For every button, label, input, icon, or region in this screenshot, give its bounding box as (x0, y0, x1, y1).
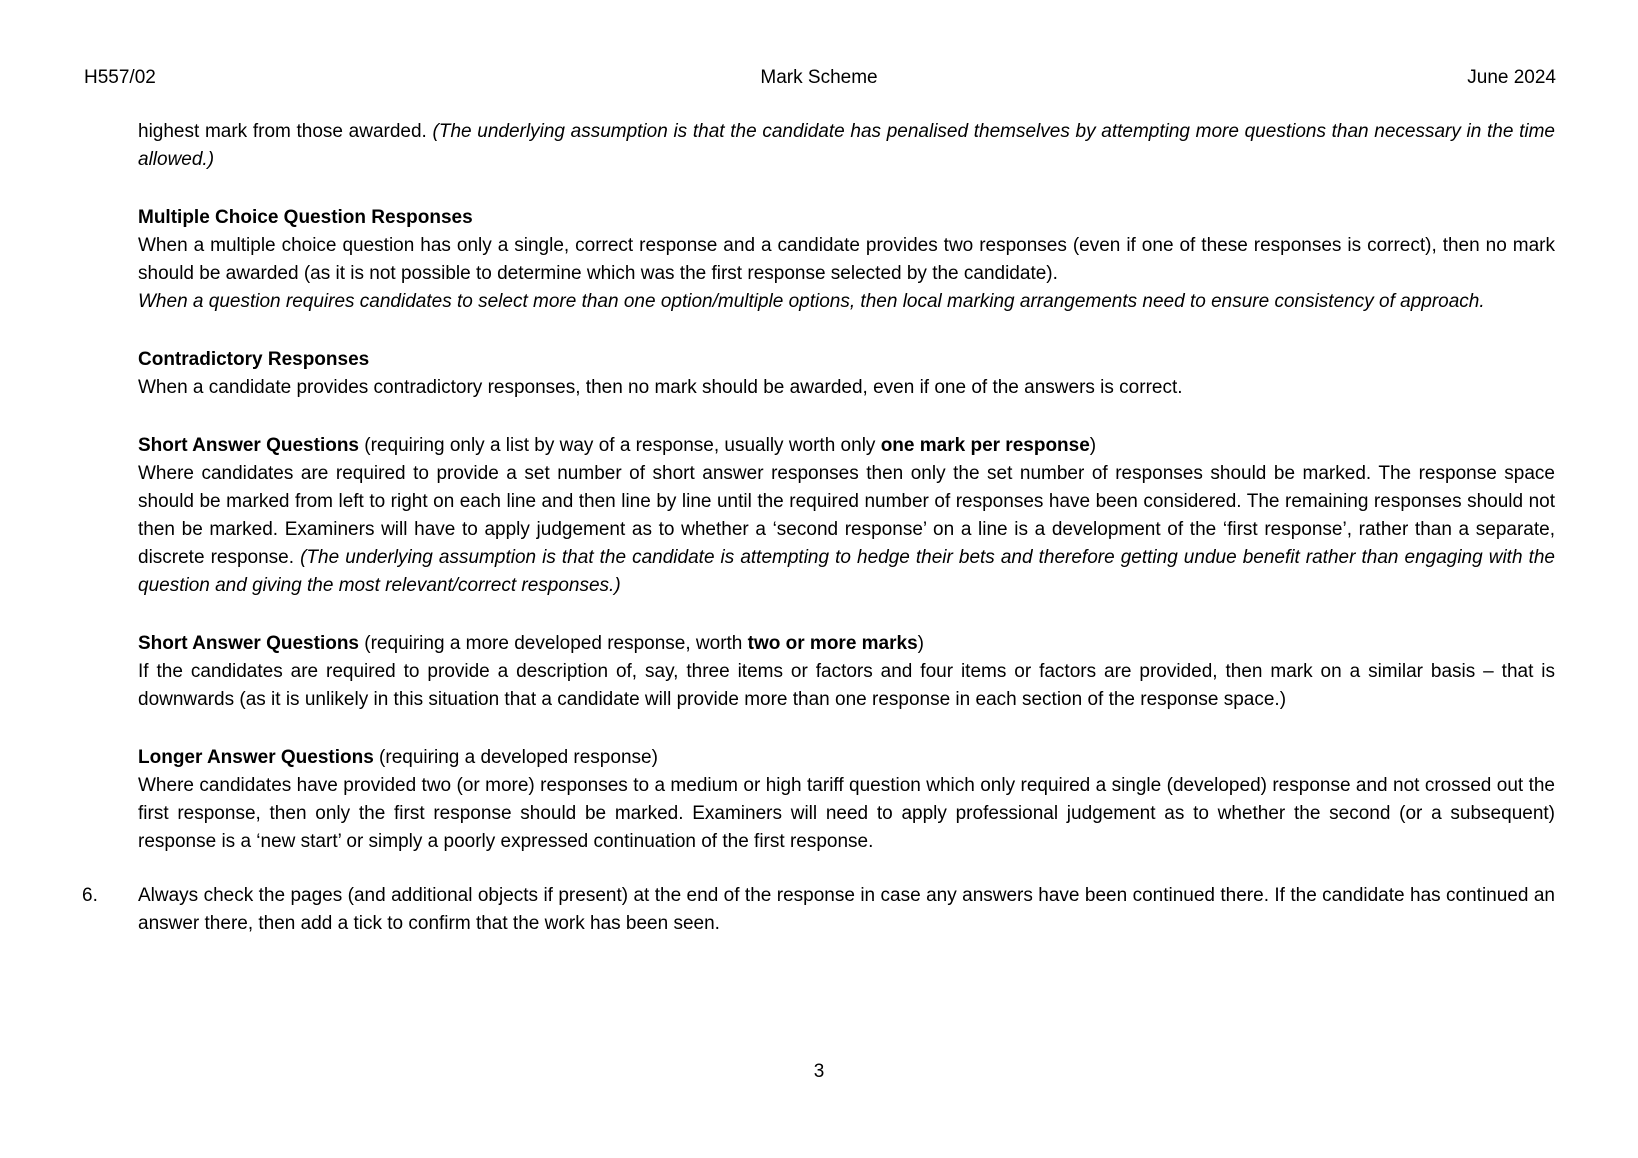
section-paragraph (138, 460, 1555, 600)
item-number: 6. (82, 885, 98, 906)
heading-normal-text: ) (917, 633, 924, 654)
intro-text: highest mark from those awarded. (138, 121, 433, 142)
heading-bold-text: Longer Answer Questions (138, 747, 374, 768)
section-heading: Multiple Choice Question Responses (138, 207, 473, 228)
item-paragraph: Always check the pages (and additional objects if present) at the end of the response in case any answers have been continued there. If the candidate has continued an answer there, then add a tick to confirm that the work has been seen. (138, 885, 1555, 934)
section-italic-note: (The underlying assumption is that the candidate is attempting to hedge their bets and therefore getting undue benefit rather than engaging with the question and giving the most relevant/correct responses.) (138, 547, 1555, 596)
section-heading (138, 432, 1555, 460)
doc-title: Mark Scheme (760, 67, 878, 88)
section-heading (138, 744, 1555, 772)
page-header (0, 64, 1638, 92)
section-short-answer-list (138, 432, 1555, 600)
document-body (82, 118, 1556, 938)
section-italic-paragraph: When a question requires candidates to select more than one option/multiple options, then local marking arrangements need to ensure consistency of approach. (138, 291, 1485, 312)
section-multiple-choice (138, 204, 1555, 316)
heading-bold-text: Short Answer Questions (138, 633, 359, 654)
intro-italic-note: (The underlying assumption is that the candidate has penalised themselves by attempting more questions than necessary in the time allowed.) (138, 121, 1556, 170)
section-heading (138, 630, 1555, 658)
heading-bold-text: one mark per response (880, 435, 1090, 456)
section-paragraph: Where candidates have provided two (or more) responses to a medium or high tariff question which only required a single (developed) response and not crossed out the first response, then only the first response should be marked. Examiners will need to apply professional judgement as to whether the second (or a subsequent) response is a ‘new start’ or simply a poorly expressed continuation of the first response. (138, 775, 1555, 852)
section-contradictory (138, 346, 1555, 402)
section-paragraph: When a multiple choice question has only a single, correct response and a candidate provides two responses (even if one of these responses is correct), then no mark should be awarded (as it is not possible to determine which was the first response selected by the candidate). (138, 235, 1555, 284)
section-short-answer-developed (138, 630, 1555, 714)
heading-bold-text: Short Answer Questions (138, 435, 359, 456)
heading-normal-text: (requiring only a list by way of a response, usually worth only (359, 435, 881, 456)
heading-normal-text: ) (1089, 435, 1097, 456)
section-body-text: Where candidates are required to provide a set number of short answer responses then only the set number of responses should be marked. The response space should be marked from left to right on each line and then line by line until the required number of responses have been considered. The remaining responses should not then be marked. Examiners will have to apply judgement as to whether a ‘second response’ on a line is a development of the ‘first response’, rather than a separate, discrete response. (138, 463, 1555, 568)
heading-bold-text: two or more marks (747, 633, 918, 654)
doc-code: H557/02 (84, 67, 156, 88)
section-heading: Contradictory Responses (138, 349, 370, 370)
intro-paragraph (138, 118, 1555, 174)
heading-normal-text: (requiring a developed response) (373, 747, 658, 768)
heading-normal-text: (requiring a more developed response, worth (359, 633, 748, 654)
page-number: 3 (813, 1061, 825, 1082)
doc-date: June 2024 (1467, 67, 1556, 88)
section-longer-answer (138, 744, 1555, 856)
section-paragraph: If the candidates are required to provide a description of, say, three items or factors and four items or factors are provided, then mark on a similar basis – that is downwards (as it is unlikely in this situation that a candidate will provide more than one response in each section of the response space.) (138, 661, 1555, 710)
section-paragraph: When a candidate provides contradictory responses, then no mark should be awarded, even if one of the answers is correct. (138, 377, 1183, 398)
numbered-item-6 (82, 882, 1555, 938)
